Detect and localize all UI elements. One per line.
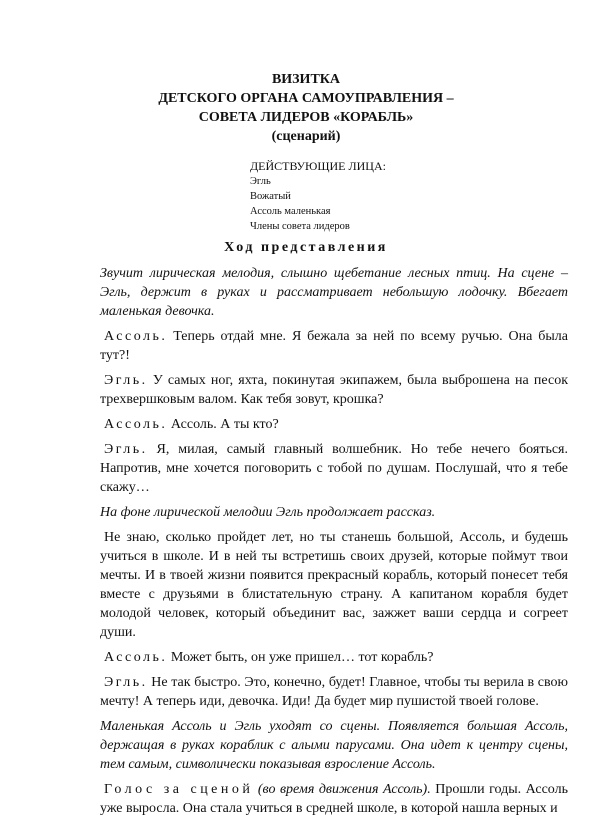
- document-title: [0, 70, 612, 146]
- course-heading: Ход представления: [224, 240, 388, 255]
- stage-direction: На фоне лирической мелодии Эгль продолжает рассказ.: [100, 505, 436, 520]
- dialogue-text: Не так быстро. Это, конечно, будет! Главное, чтобы ты верила в свою мечту! А теперь иди, девочка. Иди! Да будет мир пушистой твоей голове.: [100, 675, 568, 709]
- dialogue-text: Теперь отдай мне. Я бежала за ней по всему ручью. Она была тут?!: [100, 329, 568, 363]
- dialogue-line: [100, 371, 568, 409]
- speaker-name: Ассоль.: [104, 417, 168, 432]
- speaker-name: Эгль.: [104, 675, 148, 690]
- dialogue-text: У самых ног, яхта, покинутая экипажем, была выброшена на песок трехвершковым валом. Как тебя зовут, крошка?: [100, 373, 568, 407]
- speaker-name: Ассоль.: [104, 329, 168, 344]
- narration-paragraph: Не знаю, сколько пройдет лет, но ты станешь большой, Ассоль, и будешь учиться в школе. И в ней ты встретишь своих друзей, которые поймут твои мечты. И в твоей жизни появится прекрасный корабль, который понесет тебя вместе с друзьями в блистательную страну. А капитаном корабля будет молодой человек, который объединит вас, зажжет ваши сердца и согреет души.: [100, 530, 568, 640]
- speaker-name: Голос за сценой: [104, 782, 254, 797]
- cast-item: Эгль: [250, 176, 271, 187]
- speaker-name: Эгль.: [104, 373, 148, 388]
- title-line-1: ВИЗИТКА: [271, 72, 341, 87]
- title-subtitle: (сценарий): [271, 129, 341, 144]
- cast-heading: ДЕЙСТВУЮЩИЕ ЛИЦА:: [250, 159, 386, 173]
- dialogue-line: [100, 780, 568, 818]
- speaker-name: Ассоль.: [104, 650, 168, 665]
- dialogue-text: Ассоль. А ты кто?: [167, 417, 279, 432]
- script-body: [100, 264, 568, 824]
- speaker-name: Эгль.: [104, 442, 148, 457]
- title-line-3: СОВЕТА ЛИДЕРОВ «КОРАБЛЬ»: [198, 110, 414, 125]
- stage-direction: Маленькая Ассоль и Эгль уходят со сцены. Появляется большая Ассоль, держащая в руках кораблик с алыми парусами. Она идет к центру сцены, тем самым, символически показывая взросление Ассоль.: [100, 719, 568, 772]
- dialogue-line: [100, 327, 568, 365]
- dialogue-line: [100, 440, 568, 497]
- title-line-2: ДЕТСКОГО ОРГАНА САМОУПРАВЛЕНИЯ –: [158, 91, 454, 106]
- stage-remark: (во время движения Ассоль).: [253, 782, 431, 797]
- cast-item: Ассоль маленькая: [250, 206, 331, 217]
- dialogue-line: [100, 648, 568, 667]
- dialogue-line: [100, 415, 568, 434]
- cast-item: Вожатый: [250, 191, 291, 202]
- dialogue-text: Может быть, он уже пришел… тот корабль?: [167, 650, 434, 665]
- stage-direction: Звучит лирическая мелодия, слышно щебетание лесных птиц. На сцене – Эгль, держит в руках и рассматривает небольшую лодочку. Вбегает маленькая девочка.: [100, 266, 568, 319]
- dialogue-text: Прошли годы. Ассоль уже выросла. Она стала учиться в средней школе, в которой нашла верных и: [100, 782, 568, 816]
- dialogue-text: Я, милая, самый главный волшебник. Но тебе нечего бояться. Напротив, мне хочется поговорить с тобой по душам. Послушай, что я тебе скажу…: [100, 442, 568, 495]
- cast-item: Члены совета лидеров: [250, 221, 350, 232]
- dialogue-line: [100, 673, 568, 711]
- cast-list: [250, 159, 386, 234]
